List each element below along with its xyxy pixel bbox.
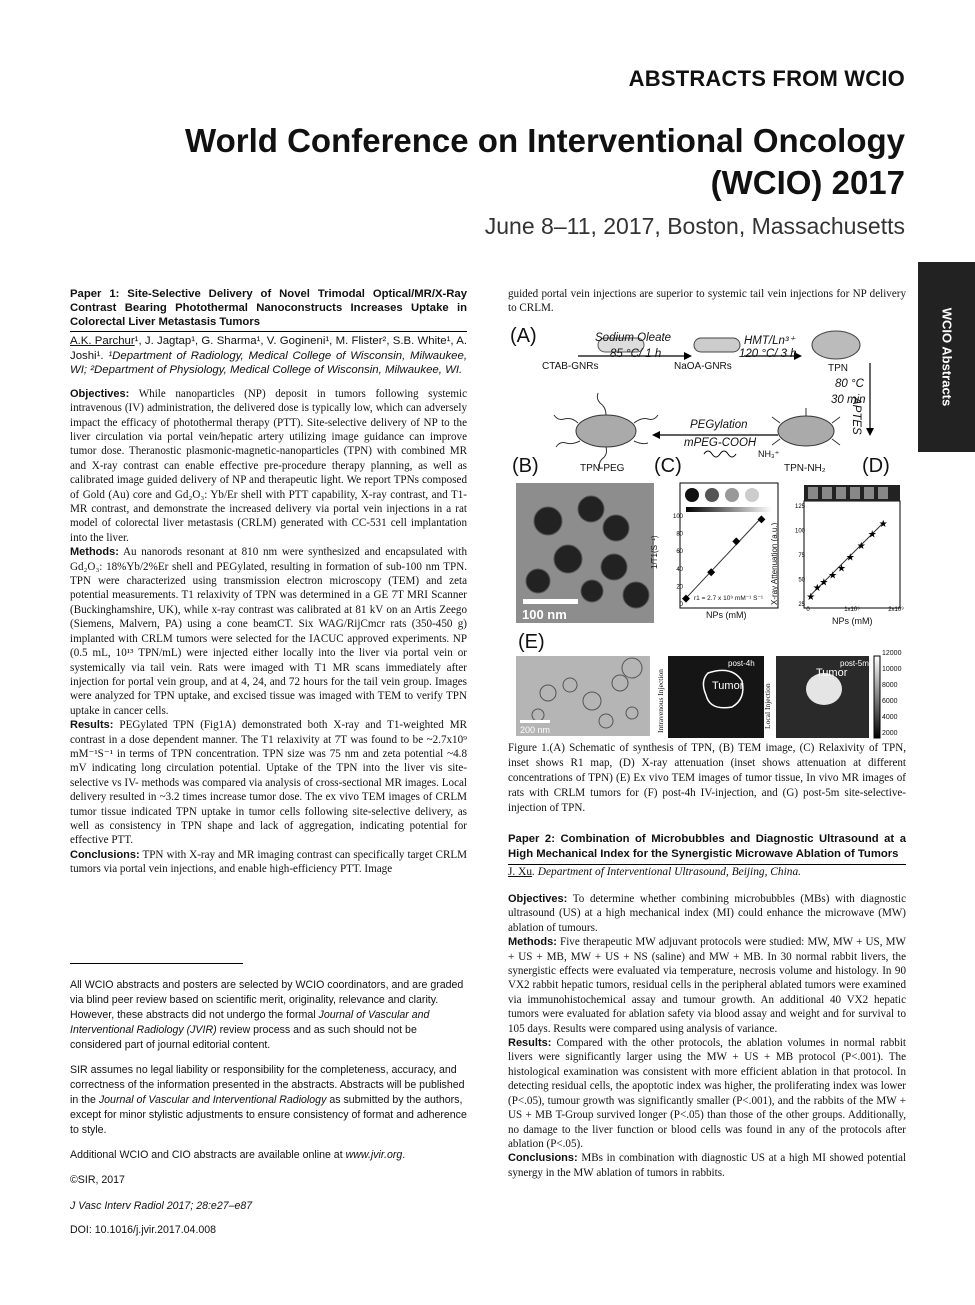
paper2-conclusions [508,1151,906,1180]
footnote-rule [70,963,243,964]
data-point: ★ [812,582,822,594]
panel-e-label: (E) [518,631,545,653]
hmt-label: HMT/Ln³⁺ [744,335,795,347]
tpn-peg-label: TPN-PEG [580,463,625,474]
results-label: Results: [508,1037,552,1050]
y-tick-label: 125 [794,504,805,510]
y-tick-label: 25 [798,602,805,608]
objectives-label: Objectives: [70,387,130,400]
mpeg-label: mPEG-COOH [684,437,757,449]
side-tab [918,262,975,452]
paper2-methods [508,935,906,1036]
scale-bar-e [520,720,550,723]
paper1-conclusions [70,848,467,877]
local-injection-label: Local Injection [763,683,772,729]
footnote-liability [70,1063,467,1138]
data-point: ★ [819,577,829,589]
methods-text: Au nanorods resonant at 810 nm were synthesized and encapsulated with Gd₂O₃: 18%Yb/2%Er shell and PEGylated, resulting in formation of sub-100 nm TPN. TPN were characterized using transmission electron microscopy (TEM) and zeta potential measurements. T1 relaxivity of TPN was determined in a GE 7T MRI Scanner (Buckinghamshire, UK), while x-ray contrast was calibrated at 81 kV on an Artis Zeego (Siemens, Malvern, PA) using a cone beamCT. Six WAG/RijCmcr rats (350-450 g) implanted with CRLM tumors were selected for the IACUC approved experiments. NP (0.5 mL, 10¹³ TPN/mL) were injected either locally into the liver via portal vein or systemically via tail vein. Rats were imaged with T1 MR scans immediately after injection for portal vein group, and at 4, 24, and 72 hours for the tail vein group. Images were analyzed for TPN uptake, and excised tissue was imaged with TEM to verify TPN uptake in cancer cells. [70,546,467,717]
colorbar-tick: 6000 [882,698,898,705]
scale-b-label: 100 nm [522,607,567,622]
figure-caption: Figure 1.(A) Schematic of synthesis of TPN, (B) TEM image, (C) Relaxivity of TPN, inset shows R1 map, (D) X-ray attenuation (inset shows attenuation at different concentrations of TPN) (E) Ex vivo TEM images of tumor tissue, In vivo MR images of rats with CRLM tumors for (F) post-4h IV-injection, and (G) post-5m site-selective-injection of TPN. [508,742,906,814]
chart-c-xlabel: NPs (mM) [706,610,747,620]
citation-text: J Vasc Interv Radiol 2017; 28:e27–e87 [70,1200,253,1212]
chart-c-ylabel: 1/T1(S⁻¹) [650,535,659,569]
paper1-methods [70,545,467,718]
doi[interactable]: DOI: 10.1016/j.jvir.2017.04.008 [70,1224,217,1236]
nh3-label: NH₃⁺ [758,449,780,459]
footnote-online [70,1148,467,1163]
inset-well-2 [705,488,719,502]
colorbar-tick: 2000 [882,730,898,737]
data-point: ★ [878,518,888,530]
y-tick-label: 50 [798,577,805,584]
paper1-objectives [70,387,467,545]
arrow-4-head [652,431,660,439]
conclusions-text: TPN with X-ray and MR imaging contrast can specifically target CRLM tumors via portal vein injections, and enable high-efficiency PTT. Image [70,848,467,876]
conference-subtitle: June 8–11, 2017, Boston, Massachusetts [484,213,905,239]
paper1-first-author: A.K. Parchur [70,335,135,347]
temp-label: 80 °C [835,378,864,390]
naoa-gnr-rod [694,338,740,352]
figure-1 [508,323,906,739]
note1-journal: Journal of Vascular and Interventional Radiology (JVIR) [70,1009,430,1036]
methods-label: Methods: [508,936,557,949]
paper1-continued-text: guided portal vein injections are superior to systemic tail vein injections for NP delivery to CRLM. [508,288,906,315]
results-text: PEGylated TPN (Fig1A) demonstrated both X-ray and T1-weighted MR contrast in a dose dependent manner. The T1 relaxivity at 7T was found to be ~2.7x10⁹ mM⁻¹S⁻¹ in terms of TPN concentration. TPN size was 75 nm and zeta potential ~4.8 mV indicating long circulation potential. Uptake of the TPN into the liver vis site-selective vs IV- methods was compared via analysis of cross-sectional MR images. Local delivery resulted in ~3.2 times increase tumor dose. The ex vivo TEM images of CRLM tumor tissue indicated TPN uptake in tumor cells following site-selective delivery, as well as consistency in TPN shape and lack of aggregation, indicating potential for effective PTT. [70,719,467,847]
chart-d-ylabel: X-ray Attenuation (a.u.) [770,522,779,605]
paper2-title: Paper 2: Combination of Microbubbles and Diagnostic Ultrasound at a High Mechanical Index for the Synergistic Microwave Ablation of Tumors [508,833,906,860]
inset-well-1 [685,488,699,502]
colorbar-tick: 8000 [882,682,898,689]
scale-bar-b [523,599,578,604]
panel-g-label: (G) [778,631,807,653]
inset-well-4 [745,488,759,502]
paper1-results [70,718,467,848]
arrow-1-head [684,352,692,360]
panel-d-label: (D) [862,455,890,477]
y-tick-label: 100 [672,514,683,520]
y-tick-label: 80 [676,531,683,538]
panel-c-label: (C) [654,455,682,477]
objectives-text: While nanoparticles (NP) deposit in tumors following systemic intravenous (IV) administration, the delivered dose is typically low, which can adversely impact the efficacy of photothermal therapy (PTT). Site-selective delivery of NP to the liver circulation via portal vein/hepatic artery utilizing image guidance can improve tumor dose. Theranostic plasmonic-magnetic-nanoparticles (TPN) with combined MR and X-ray contrast can enable effective pre-procedure therapy planning, as well as calibrated image guided delivery of NP and therapeutic light. We report TPNs composed of Gold (Au) core and Gd₂O₃: Yb/Er shell with PTT capability, X-ray contrast, and T1-MR contrast, and demonstrate the increased delivery via portal vein injections in a rat model of colorectal liver metastasis (CRLM) generated with CC-531 cell implantation into the liver. [70,387,467,544]
note1-text-a: All WCIO abstracts and posters are selected by WCIO coordinators, and are graded via blind peer review based on scientific merit, originality, relevance and clarity. However, these abstracts did not undergo the formal [70,979,464,1021]
tpn-peg-particle [576,415,636,447]
post-4h-label: post-4h [728,659,755,668]
ctab-label: CTAB-GNRs [542,361,599,372]
chart-c-annotation: r1 = 2.7 x 10⁹ mM⁻¹ S⁻¹ [694,595,764,602]
mpeg-chain [704,451,736,457]
paper2-authors [508,864,906,878]
data-point: ★ [845,552,855,564]
x-tick-label: 1x10⁹ [844,607,860,613]
conclusions-label: Conclusions: [70,848,140,861]
time-label: 30 min [831,394,866,406]
conference-title-line1: World Conference on Interventional Oncology [185,122,905,159]
note2-text-a: SIR assumes no legal liability or responsibility for the completeness, accuracy, and correctness of the information presented in the abstracts. Abstracts will be published in the [70,1064,465,1106]
x-tick-label: 2x10⁹ [888,607,904,613]
post-5m-label: post-5m [840,659,869,668]
inset-well-3 [725,488,739,502]
objectives-text: To determine whether combining microbubbles (MBs) with diagnostic ultrasound (US) at a high mechanical index (MI) could enhance the microwave (MW) ablation of tumours. [508,893,906,934]
paper1-continued [508,287,906,316]
paper2-author: J. Xu [508,866,533,878]
note2-text-b: as submitted by the authors, except for minor stylistic adjustments to ensure consistency of format and adherence to style. [70,1094,467,1136]
note2-journal: Journal of Vascular and Interventional Radiology [98,1094,327,1106]
data-point: ★ [806,591,816,603]
colorbar-tick: 4000 [882,714,898,721]
data-point: ★ [856,541,866,553]
paper1-affiliations: ¹Department of Radiology, Medical College of Wisconsin, Milwaukee, WI; ²Department of Physiology, Medical College of Wisconsin, Milwaukee, WI. [70,349,467,377]
paper1-other-authors: ¹, J. Jagtap¹, G. Sharma¹, V. Gogineni¹, M. Flister², S.B. White¹, A. Joshi¹. [70,335,467,362]
conference-title [120,120,905,204]
side-tab-label: WCIO Abstracts [939,307,954,407]
y-tick-label: 60 [676,549,683,556]
results-label: Results: [70,719,114,732]
panel-a-label: (A) [510,325,537,347]
copyright: ©SIR, 2017 [70,1174,125,1186]
cond2-label: 120 °C/ 3 h [739,348,797,360]
results-text: Compared with the other protocols, the ablation volumes in normal rabbit livers were significantly larger using the MW + US + MB protocol (P<.001). The histological examination was consistent with more efficient ablation in that protocol. In detecting residual cells, the apoptotic index was higher, the proliferating index was lower (P<.05), tumour growth was significantly smaller (P<.001), and the rabbits of the MW + US + MB T-Group survived longer (P<.05) than those of the other groups. Additionally, no damage to the liver function or blood cells was found in any of the protocols after ablation (P<.05). [508,1037,906,1150]
conclusions-text: MBs in combination with diagnostic US at a high MI showed potential synergy in the MW ablation of tumors in rabbits. [508,1152,906,1179]
tpn-label: TPN [828,363,848,374]
tpn-nh2-label: TPN-NH₂ [784,463,826,474]
paper1-body [70,387,467,877]
paper2-body [508,892,906,1180]
tpn-nh2-particle [778,416,834,446]
data-point: ★ [837,563,846,575]
y-tick-label: 100 [794,528,805,535]
jvir-link[interactable]: www.jvir.org [345,1149,403,1161]
tpn-particle [812,331,860,359]
x-tick-label: 0 [806,607,810,613]
paper2-affiliation: . Department of Interventional Ultrasound, Beijing, China. [532,866,801,878]
tissue-tem-image [516,656,650,736]
mri-iv-image [668,656,764,738]
scale-e-label: 200 nm [520,725,551,735]
arrow-3-head [866,428,874,436]
citation [70,1199,467,1214]
colorbar-tick: 10000 [882,666,902,673]
chart-d-xlabel: NPs (mM) [832,616,873,626]
paper1-column [70,287,467,877]
note3-text-b: . [402,1149,406,1161]
paper1-authors [70,331,467,378]
objectives-label: Objectives: [508,893,568,905]
methods-text: Five therapeutic MW adjuvant protocols were studied: MW, MW + US, MW + US + MB, MW + US + NS (saline) and MW + MB. In 30 normal rabbit livers, the synergistic effects were evaluated via temperature, necrosis volume and histology. In 90 VX2 rabbit hepatic tumors, residual cells in the peripheral ablated tumors were examined via immunohistochemical assay and tumour growth. An additional 40 VX2 hepatic tumors were evaluated for ablation safety via blood assay and weight and for survival to 105 days. Results were compared using analysis of variance. [508,936,906,1035]
y-tick-label: 20 [676,584,683,591]
aptes-label: APTES [850,397,862,435]
y-tick-label: 40 [676,566,683,573]
panel-f-label: (F) [672,631,698,653]
iv-injection-label: Intravenous Injection [656,669,665,733]
section-label: ABSTRACTS FROM WCIO [628,66,905,91]
conclusions-label: Conclusions: [508,1152,578,1165]
cond1-label: 85 °C/ 1 h [610,348,662,360]
data-point: ★ [828,570,838,582]
colorbar-tick: 12000 [882,650,902,657]
panel-b-label: (B) [512,455,539,477]
note3-text-a: Additional WCIO and CIO abstracts are available online at [70,1149,346,1161]
note1-text-b: review process and as such should not be considered part of journal editorial content. [70,1024,417,1051]
pegylation-label: PEGylation [690,419,748,431]
y-tick-label: 0 [679,602,683,608]
data-point: ★ [867,529,877,541]
sodium-oleate-label: Sodium Oleate [595,332,672,344]
methods-label: Methods: [70,546,119,559]
paper2-objectives [508,892,906,935]
y-tick-label: 75 [798,553,805,559]
mri-colorbar [874,656,880,738]
paper2-results [508,1036,906,1151]
tumor-label-g: Tumor [816,667,848,679]
tumor-label-f: Tumor [712,680,744,692]
inset-colorbar [686,507,772,512]
conference-title-line2: (WCIO) 2017 [710,164,905,201]
footnote-review [70,978,467,1053]
paper1-title: Paper 1: Site-Selective Delivery of Novel Trimodal Optical/MR/X-Ray Contrast Bearing Photothermal Nanoconstructs Increases Uptake in Colorectal Liver Metastasis Tumors [70,288,467,328]
naoa-label: NaOA-GNRs [674,361,732,372]
